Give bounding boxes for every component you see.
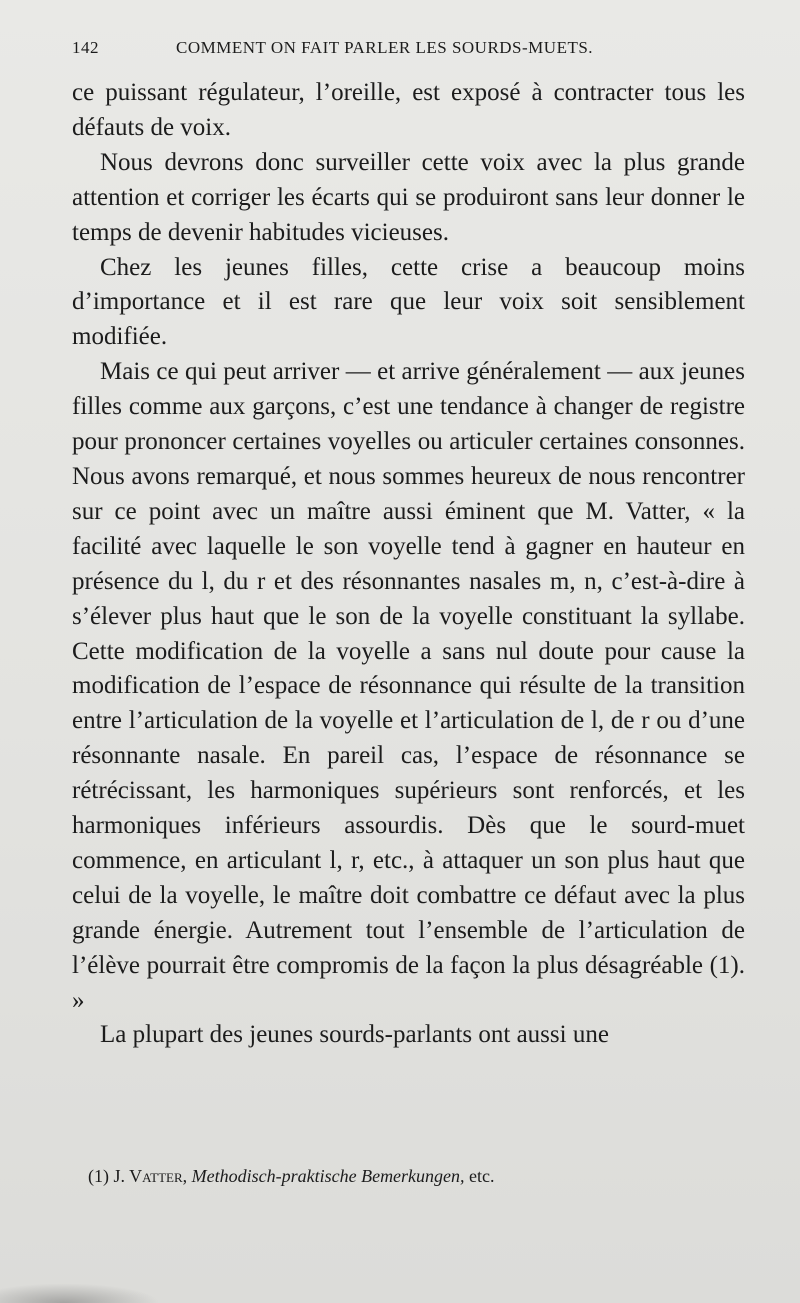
running-title: COMMENT ON FAIT PARLER LES SOURDS-MUETS.	[176, 38, 594, 57]
paragraph: Nous devrons donc surveiller cette voix avec la plus grande attention et corriger les écarts qui se produiront sans leur donner le temps de devenir habitudes vicieuses.	[72, 148, 745, 246]
footnote	[88, 1164, 728, 1188]
scan-smudge	[0, 1283, 160, 1303]
footnote-work: Methodisch-praktische Bemerkungen,	[191, 1166, 465, 1186]
body-text	[72, 76, 745, 1053]
paragraph: La plupart des jeunes sourds-parlants ont aussi une	[100, 1021, 609, 1049]
footnote-author: J. Vatter,	[113, 1166, 188, 1186]
page-header	[72, 38, 742, 62]
paragraph: Chez les jeunes filles, cette crise a beaucoup moins d’importance et il est rare que leur voix soit sensiblement modifiée.	[72, 253, 745, 351]
paragraph: Mais ce qui peut arriver — et arrive généralement — aux jeunes filles comme aux garçons, c’est une tendance à changer de registre pour prononcer certaines voyelles ou articuler certaines consonnes. Nous avons remarqué, et nous sommes heureux de nous rencontrer sur ce point avec un maître aussi éminent que M. Vatter, « la facilité avec laquelle le son voyelle tend à gagner en hauteur en présence du l, du r et des résonnantes nasales m, n, c’est-à-dire à s’élever plus haut que le son de la voyelle constituant la syllabe. Cette modification de la voyelle a sans nul doute pour cause la modification de l’espace de résonnance qui résulte de la transition entre l’articulation de la voyelle et l’articulation de l, de r ou d’une résonnante nasale. En pareil cas, l’espace de résonnance se rétrécissant, les harmoniques supérieurs sont renforcés, et les harmoniques inférieurs assourdis. Dès que le sourd-muet commence, en articulant l, r, etc., à attaquer un son plus haut que celui de la voyelle, le maître doit combattre ce défaut avec la plus grande énergie. Autrement tout l’ensemble de l’articulation de l’élève pourrait être compromis de la façon la plus désagréable (1). »	[72, 358, 745, 1014]
page-number: 142	[72, 38, 99, 57]
footnote-rest: etc.	[469, 1166, 495, 1186]
paragraph: ce puissant régulateur, l’oreille, est exposé à contracter tous les défauts de voix.	[72, 79, 745, 141]
footnote-marker: (1)	[88, 1166, 109, 1186]
